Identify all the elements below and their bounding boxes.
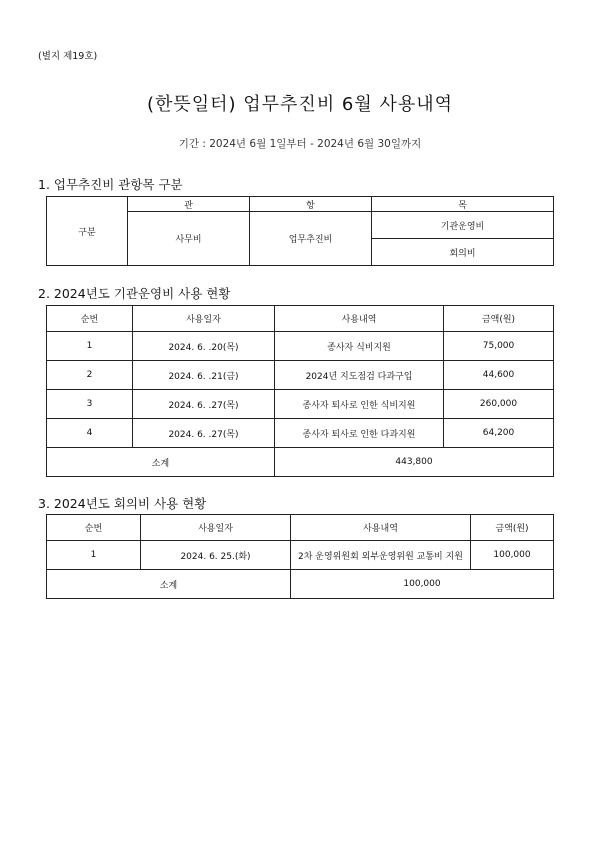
cell-date: 2024. 6. .20(목) <box>133 332 275 361</box>
cell-no: 3 <box>47 390 133 419</box>
mok-value: 회의비 <box>372 239 554 266</box>
gwan-value: 사무비 <box>128 212 250 266</box>
header-mok: 목 <box>372 197 554 212</box>
cell-desc: 2차 운영위원회 외부운영위원 교통비 지원 <box>291 541 471 570</box>
period-text: 기간 : 2024년 6월 1일부터 - 2024년 6월 30일까지 <box>178 138 422 150</box>
col-header: 금액(원) <box>471 515 554 541</box>
cell-desc: 종사자 퇴사로 인한 다과지원 <box>275 419 444 448</box>
col-header: 사용내역 <box>291 515 471 541</box>
col-header: 금액(원) <box>444 306 554 332</box>
col-header: 사용일자 <box>141 515 291 541</box>
subtotal-row <box>47 448 554 477</box>
subtotal-row <box>47 570 554 599</box>
cell-amount: 75,000 <box>444 332 554 361</box>
cell-desc: 2024년 지도점검 다과구입 <box>275 361 444 390</box>
cell-no: 1 <box>47 541 141 570</box>
cell-no: 2 <box>47 361 133 390</box>
cell-date: 2024. 6. .27(목) <box>133 390 275 419</box>
col-header: 순번 <box>47 306 133 332</box>
cell-amount: 260,000 <box>444 390 554 419</box>
cell-amount: 64,200 <box>444 419 554 448</box>
subtotal-value: 443,800 <box>275 448 554 477</box>
subtotal-label: 소계 <box>47 448 275 477</box>
meeting-expense-table <box>46 514 554 599</box>
section1-heading: 1. 업무추진비 관항목 구분 <box>38 177 183 192</box>
cell-no: 4 <box>47 419 133 448</box>
col-header: 사용내역 <box>275 306 444 332</box>
hang-value: 업무추진비 <box>250 212 372 266</box>
cell-date: 2024. 6. 25.(화) <box>141 541 291 570</box>
category-table <box>46 196 554 266</box>
section3-heading: 3. 2024년도 회의비 사용 현황 <box>38 496 207 511</box>
cell-desc: 종사자 퇴사로 인한 식비지원 <box>275 390 444 419</box>
header-hang: 항 <box>250 197 372 212</box>
cell-no: 1 <box>47 332 133 361</box>
operating-expense-table <box>46 305 554 477</box>
table-row <box>47 390 554 419</box>
page-title: (한뜻일터) 업무추진비 6월 사용내역 <box>146 94 454 115</box>
cell-date: 2024. 6. .21(금) <box>133 361 275 390</box>
table-row <box>47 361 554 390</box>
subtotal-value: 100,000 <box>291 570 554 599</box>
section2-heading: 2. 2024년도 기관운영비 사용 현황 <box>38 286 231 301</box>
cell-amount: 44,600 <box>444 361 554 390</box>
table-row <box>47 541 554 570</box>
table-row <box>47 419 554 448</box>
cell-desc: 종사자 식비지원 <box>275 332 444 361</box>
col-header: 순번 <box>47 515 141 541</box>
table-row <box>47 332 554 361</box>
mok-value: 기관운영비 <box>372 212 554 239</box>
header-gubun: 구분 <box>47 197 128 266</box>
col-header: 사용일자 <box>133 306 275 332</box>
cell-date: 2024. 6. .27(목) <box>133 419 275 448</box>
subtotal-label: 소계 <box>47 570 291 599</box>
header-gwan: 관 <box>128 197 250 212</box>
form-number: (별지 제19호) <box>38 51 98 62</box>
cell-amount: 100,000 <box>471 541 554 570</box>
